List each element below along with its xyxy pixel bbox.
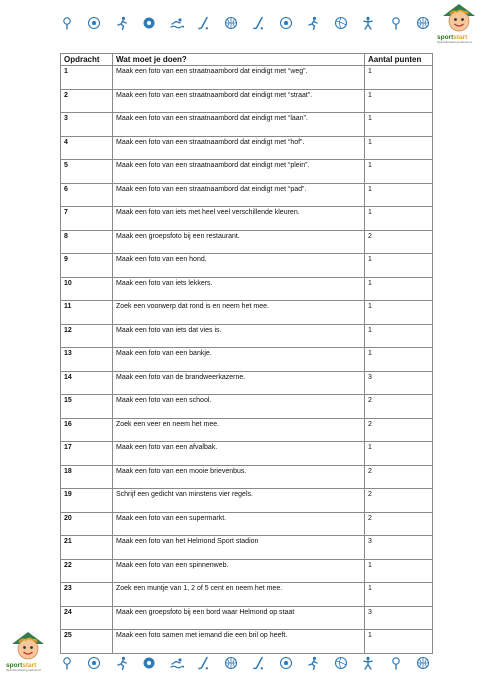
logo-start-text: start [22,662,37,669]
row-points: 1 [365,66,433,90]
logo-mascot-icon [6,630,50,662]
logo-tagline: Sportstimulering Helmond [437,40,472,44]
header-opdracht: Opdracht [61,54,113,66]
row-number: 22 [61,559,113,583]
row-points: 1 [365,348,433,372]
row-task: Maak een foto van een school. [113,395,365,419]
row-number: 12 [61,324,113,348]
row-points: 1 [365,113,433,137]
row-number: 21 [61,536,113,560]
row-number: 7 [61,207,113,231]
runner-icon [115,16,129,30]
header-aantal-punten: Aantal punten [365,54,433,66]
row-task: Maak een foto van een bankje. [113,348,365,372]
table-header-row [61,54,433,66]
row-task: Maak een foto van iets dat vies is. [113,324,365,348]
row-points: 3 [365,606,433,630]
soccer-ball-icon [142,656,156,670]
row-number: 1 [61,66,113,90]
row-number: 14 [61,371,113,395]
row-points: 1 [365,160,433,184]
row-points: 2 [365,418,433,442]
row-number: 19 [61,489,113,513]
table-row [61,348,433,372]
row-points: 2 [365,465,433,489]
table-row [61,559,433,583]
row-points: 2 [365,230,433,254]
table-row [61,489,433,513]
logo-tagline: Sportstimulering Helmond [6,668,41,672]
sport-icons-header [60,12,430,34]
row-points: 1 [365,442,433,466]
volleyball-icon [334,16,348,30]
row-points: 2 [365,489,433,513]
table-row [61,606,433,630]
row-points: 1 [365,583,433,607]
swimmer-icon [170,656,184,670]
volleyball-icon [334,656,348,670]
row-task: Maak een foto van een straatnaambord dat eindigt met “weg”. [113,66,365,90]
hockey-stick-icon [197,16,211,30]
hockey-stick-icon [252,16,266,30]
sportstart-logo [437,2,481,45]
tennis-icon [60,16,74,30]
basketball-icon [416,656,430,670]
tennis-icon [60,656,74,670]
table-row [61,230,433,254]
runner-icon [306,16,320,30]
row-number: 9 [61,254,113,278]
gymnast-icon [361,656,375,670]
football-icon [279,656,293,670]
hockey-stick-icon [252,656,266,670]
row-points: 1 [365,277,433,301]
table-row [61,630,433,654]
sport-icons-footer [60,652,430,674]
row-task: Maak een foto van iets lekkers. [113,277,365,301]
row-task: Maak een foto van een afvalbak. [113,442,365,466]
hockey-stick-icon [197,656,211,670]
row-number: 6 [61,183,113,207]
football-icon [87,656,101,670]
row-task: Maak een foto van de brandweerkazerne. [113,371,365,395]
sportstart-logo-footer [6,630,50,673]
table-row [61,207,433,231]
row-number: 5 [61,160,113,184]
row-number: 23 [61,583,113,607]
table-row [61,66,433,90]
row-number: 8 [61,230,113,254]
row-points: 1 [365,207,433,231]
row-number: 16 [61,418,113,442]
row-points: 1 [365,559,433,583]
table-row [61,371,433,395]
row-number: 11 [61,301,113,325]
table-row [61,160,433,184]
row-points: 1 [365,254,433,278]
table-row [61,89,433,113]
row-task: Maak een foto van een straatnaambord dat eindigt met “plein”. [113,160,365,184]
row-number: 18 [61,465,113,489]
header-wat-moet-je-doen: Wat moet je doen? [113,54,365,66]
assignments-table [60,53,433,654]
runner-icon [306,656,320,670]
table-row [61,465,433,489]
table-row [61,277,433,301]
row-task: Maak een foto van een straatnaambord dat eindigt met “laan”. [113,113,365,137]
table-row [61,254,433,278]
table-row [61,113,433,137]
row-number: 17 [61,442,113,466]
table-row [61,583,433,607]
logo-sport-text: sport [6,662,23,669]
row-points: 3 [365,371,433,395]
runner-icon [115,656,129,670]
soccer-ball-icon [142,16,156,30]
row-number: 10 [61,277,113,301]
row-number: 25 [61,630,113,654]
row-number: 13 [61,348,113,372]
table-row [61,442,433,466]
logo-mascot-icon [437,2,481,34]
row-points: 1 [365,630,433,654]
row-points: 1 [365,89,433,113]
logo-start-text: start [453,34,468,41]
basketball-icon [224,656,238,670]
table-row [61,301,433,325]
row-task: Maak een foto van een straatnaambord dat eindigt met “hof”. [113,136,365,160]
row-task: Zoek een veer en neem het mee. [113,418,365,442]
row-points: 1 [365,324,433,348]
gymnast-icon [361,16,375,30]
row-number: 20 [61,512,113,536]
table-row [61,136,433,160]
row-task: Maak een foto van iets met heel veel verschillende kleuren. [113,207,365,231]
row-task: Maak een foto van een spinnenweb. [113,559,365,583]
row-points: 1 [365,301,433,325]
row-task: Maak een foto samen met iemand die een bril op heeft. [113,630,365,654]
row-task: Maak een groepsfoto bij een bord waar Helmond op staat [113,606,365,630]
row-number: 4 [61,136,113,160]
table-row [61,324,433,348]
basketball-icon [224,16,238,30]
row-points: 1 [365,183,433,207]
table-row [61,418,433,442]
table-row [61,183,433,207]
row-task: Maak een foto van een supermarkt. [113,512,365,536]
row-points: 2 [365,395,433,419]
tennis-icon [389,656,403,670]
row-task: Maak een foto van een mooie brievenbus. [113,465,365,489]
row-task: Maak een foto van een straatnaambord dat eindigt met “straat”. [113,89,365,113]
row-points: 1 [365,136,433,160]
table-row [61,395,433,419]
row-task: Maak een foto van het Helmond Sport stadion [113,536,365,560]
row-number: 3 [61,113,113,137]
swimmer-icon [170,16,184,30]
table-row [61,536,433,560]
row-task: Zoek een muntje van 1, 2 of 5 cent en neem het mee. [113,583,365,607]
logo-sport-text: sport [437,34,454,41]
tennis-icon [389,16,403,30]
row-task: Maak een foto van een straatnaambord dat eindigt met “pad”. [113,183,365,207]
table-row [61,512,433,536]
row-number: 15 [61,395,113,419]
row-task: Schrijf een gedicht van minstens vier regels. [113,489,365,513]
row-task: Zoek een voorwerp dat rond is en neem het mee. [113,301,365,325]
row-task: Maak een foto van een hond. [113,254,365,278]
basketball-icon [416,16,430,30]
football-icon [279,16,293,30]
football-icon [87,16,101,30]
row-points: 2 [365,512,433,536]
row-number: 24 [61,606,113,630]
row-number: 2 [61,89,113,113]
row-points: 3 [365,536,433,560]
row-task: Maak een groepsfoto bij een restaurant. [113,230,365,254]
